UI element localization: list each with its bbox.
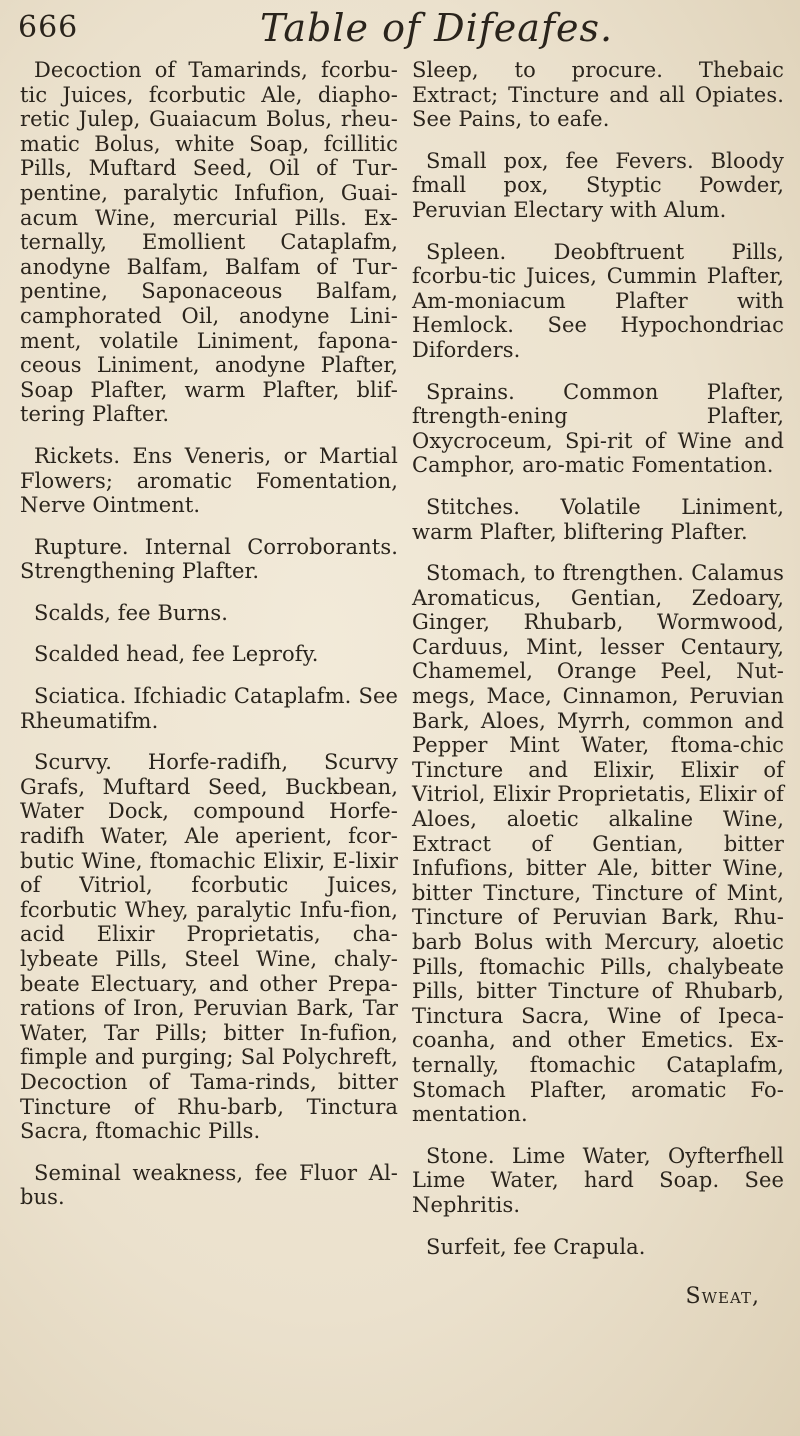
entry-sciatica: Sciatica. Ifchiadic Cataplafm. See Rheumatifm. [20,684,398,733]
page-header [0,8,800,48]
entry-scalded-head: Scalded head, fee Leprofy. [34,642,319,667]
entry-sprains: Sprains. Common Plafter, ftrength-ening Plafter, Oxycroceum, Spi-rit of Wine and Camphor, aro-matic Fomentation. [412,379,784,478]
left-column [20,58,398,1227]
entry-seminal-weakness: Seminal weakness, fee Fluor Al-bus. [20,1160,398,1210]
entry-stomach: Stomach, to ftrengthen. Calamus Aromaticus, Gentian, Zedoary, Ginger, Rhubarb, Wormwood, Carduus, Mint, lesser Centaury, Chamemel, Orange Peel, Nut-megs, Mace, Cinnamon, Peruvian Bark, Aloes, Myrrh, common and Pepper Mint Water, ftoma-chic Tincture and Elixir, Elixir of Vitriol, Elixir Proprietatis, Elixir of Aloes, aloetic alkaline Wine, Extract of Gentian, bitter Infufions, bitter Ale, bitter Wine, bitter Tincture, Tincture of Mint, Tincture of Peruvian Bark, Rhu-barb Bolus with Mercury, aloetic Pills, ftomachic Pills, chalybeate Pills, bitter Tincture of Rhubarb, Tinctura Sacra, Wine of Ipeca-coanha, and other Emetics. Ex-ternally, ftomachic Cataplafm, Stomach Plafter, aromatic Fo-mentation. [412,561,784,1127]
entry-rheumatism-continued: Decoction of Tamarinds, fcorbu-tic Juices, fcorbutic Ale, diapho-retic Julep, Guaiacum Bolus, rheu-matic Bolus, white Soap, fcillitic Pills, Muftard Seed, Oil of Tur-pentine, paralytic Infufion, Guai-acum Wine, mercurial Pills. Ex-ternally, Emollient Cataplafm, anodyne Balfam, Balfam of Tur-pentine, Saponaceous Balfam, camphorated Oil, anodyne Lini-ment, volatile Liniment, fapona-ceous Liniment, anodyne Plafter, Soap Plafter, warm Plafter, blif-tering Plafter. [20,58,398,427]
entry-scurvy: Scurvy. Horfe-radifh, Scurvy Grafs, Muftard Seed, Buckbean, Water Dock, compound Horfe-radifh Water, Ale aperient, fcor-butic Wine, ftomachic Elixir, E-lixir of Vitriol, fcorbutic Juices, fcorbutic Whey, paralytic Infu-fion, acid Elixir Proprietatis, cha-lybeate Pills, Steel Wine, chaly-beate Electuary, and other Prepa-rations of Iron, Peruvian Bark, Tar Water, Tar Pills; bitter In-fufion, fimple and purging; Sal Polychreft, Decoction of Tama-rinds, bitter Tincture of Rhu-barb, Tinctura Sacra, ftomachic Pills. [20,750,398,1144]
entry-stone: Stone. Lime Water, Oyfterfhell Lime Water, hard Soap. See Nephritis. [412,1143,784,1217]
entry-spleen: Spleen. Deobftruent Pills, fcorbu-tic Juices, Cummin Plafter, Am-moniacum Plafter with Hemlock. See Hypochondriac Diforders. [412,239,784,362]
entry-sleep: Sleep, to procure. Thebaic Extract; Tincture and all Opiates. See Pains, to eafe. [412,58,784,132]
entry-surfeit: Surfeit, fee Crapula. [426,1234,646,1259]
entry-stitches: Stitches. Volatile Liniment, warm Plafter, bliftering Plafter. [412,494,784,544]
catchword: Sweat, [685,1284,760,1310]
entry-rupture: Rupture. Internal Corroborants. Strengthening Plafter. [20,534,398,584]
right-column [412,58,784,1327]
page-number: 666 [18,10,79,45]
entry-small-pox: Small pox, fee Fevers. Bloody fmall pox, Styptic Powder, Peruvian Electary with Alum. [412,148,784,222]
entry-scalds: Scalds, fee Burns. [34,600,229,625]
running-title: Table of Difeafes. [260,6,614,50]
entry-rickets: Rickets. Ens Veneris, or Martial Flowers; aromatic Fomentation, Nerve Ointment. [20,443,398,518]
